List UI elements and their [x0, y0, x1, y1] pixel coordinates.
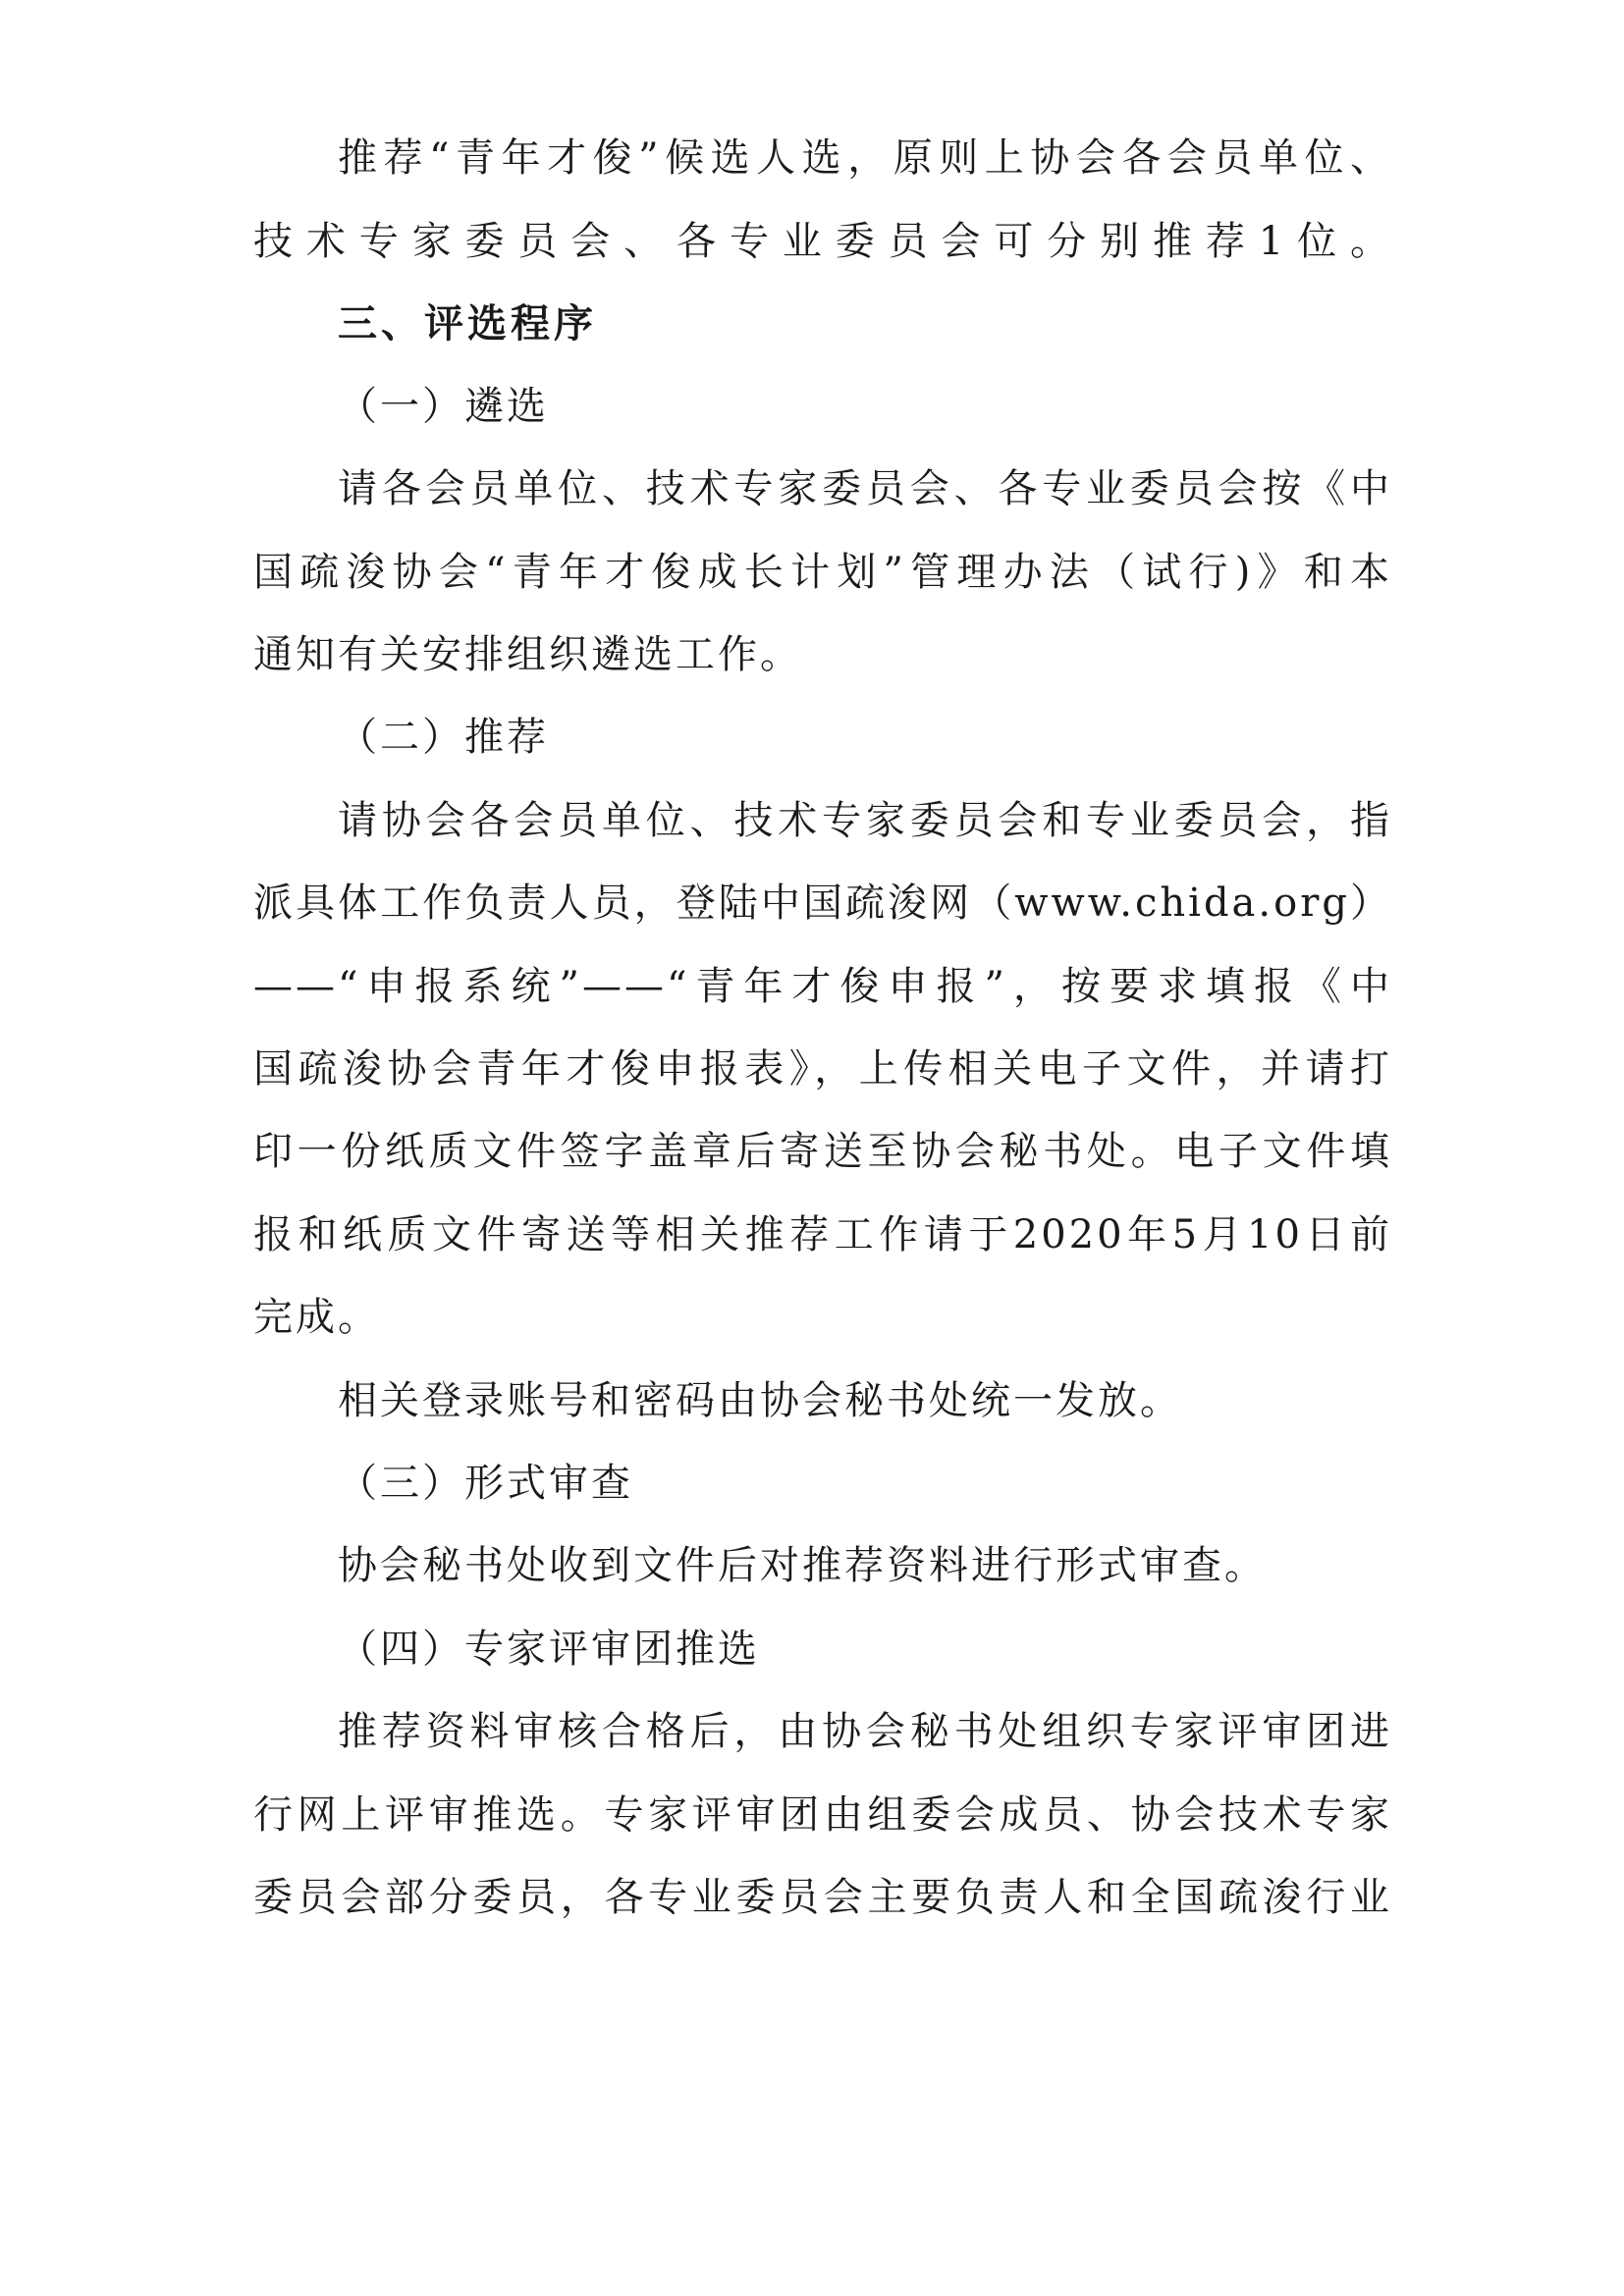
paragraph-line: 相关登录账号和密码由协会秘书处统一发放。 — [338, 1378, 1182, 1423]
paragraph-line: 技术专家委员会、各专业委员会可分别推荐1位。 — [253, 219, 1392, 264]
paragraph-line: 推荐资料审核合格后，由协会秘书处组织专家评审团进 — [338, 1709, 1392, 1754]
paragraph-line: 请协会各会员单位、技术专家委员会和专业委员会，指 — [338, 798, 1392, 843]
paragraph-line: 行网上评审推选。专家评审团由组委会成员、协会技术专家 — [253, 1792, 1392, 1838]
paragraph-line: 协会秘书处收到文件后对推荐资料进行形式审查。 — [338, 1543, 1267, 1588]
subsection-heading: （二）推荐 — [338, 715, 549, 760]
paragraph-line: 国疏浚协会青年才俊申报表》，上传相关电子文件，并请打 — [253, 1046, 1392, 1092]
paragraph-line: ——“申报系统”——“青年才俊申报”，按要求填报《中 — [253, 964, 1392, 1009]
paragraph-line: 完成。 — [253, 1295, 380, 1340]
paragraph-line: 通知有关安排组织遴选工作。 — [253, 632, 802, 677]
paragraph-line: 推荐“青年才俊”候选人选，原则上协会各会员单位、 — [338, 135, 1392, 181]
paragraph-line: 请各会员单位、技术专家委员会、各专业委员会按《中 — [338, 466, 1392, 511]
section-heading: 三、评选程序 — [338, 301, 597, 347]
paragraph-line: 派具体工作负责人员，登陆中国疏浚网（www.chida.org） — [253, 881, 1392, 926]
subsection-heading: （一）遴选 — [338, 384, 549, 429]
paragraph-line: 报和纸质文件寄送等相关推荐工作请于2020年5月10日前 — [253, 1212, 1392, 1257]
paragraph-line: 国疏浚协会“青年才俊成长计划”管理办法（试行)》和本 — [253, 550, 1392, 595]
subsection-heading: （四）专家评审团推选 — [338, 1627, 760, 1672]
subsection-heading: （三）形式审查 — [338, 1461, 633, 1506]
paragraph-line: 委员会部分委员，各专业委员会主要负责人和全国疏浚行业 — [253, 1875, 1392, 1920]
paragraph-line: 印一份纸质文件签字盖章后寄送至协会秘书处。电子文件填 — [253, 1129, 1392, 1174]
